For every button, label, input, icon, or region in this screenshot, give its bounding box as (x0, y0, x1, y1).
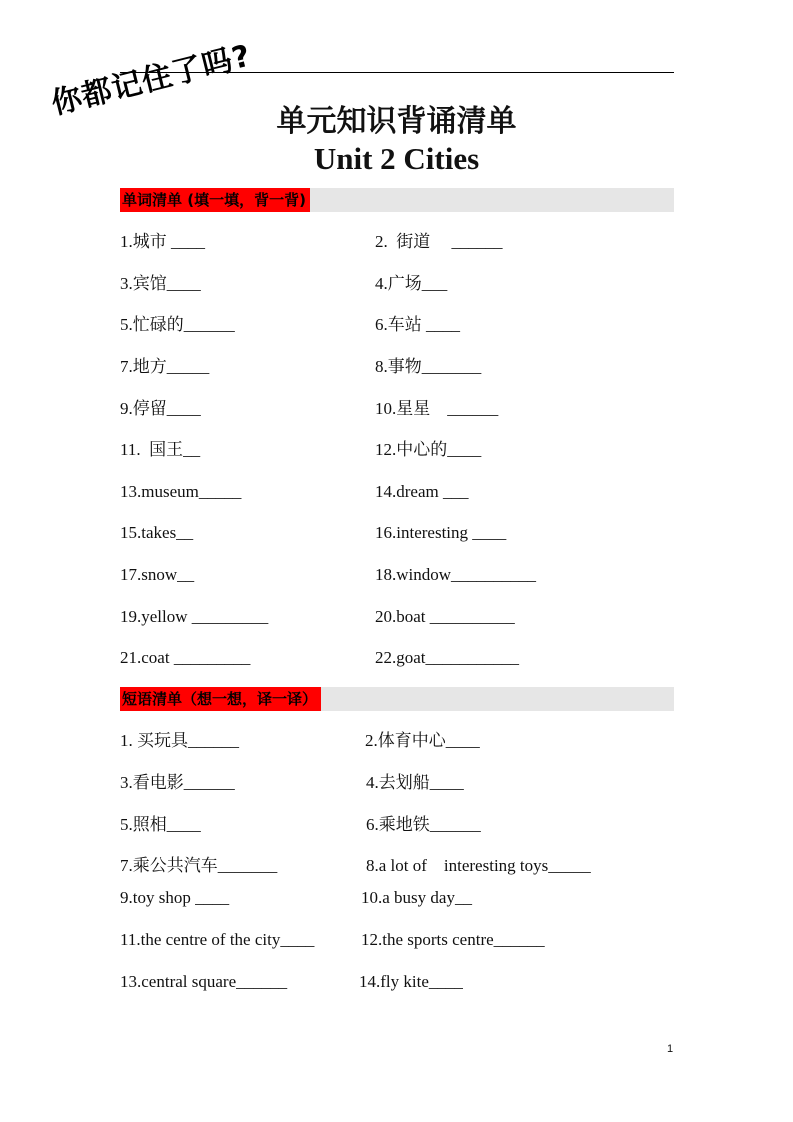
word-item: 19.yellow _________ (120, 607, 269, 626)
word-item: 22.goat___________ (375, 648, 520, 667)
word-item: 20.boat __________ (375, 607, 515, 626)
words-section-bar (120, 188, 674, 212)
words-section-label: 单词清单 (填一填，背一背) (120, 188, 310, 212)
phrase-item: 2.体育中心____ (365, 731, 480, 750)
word-item: 17.snow__ (120, 565, 195, 584)
word-item: 11. 国王__ (120, 440, 201, 459)
page-title-cn (0, 96, 793, 140)
phrase-item: 7.乘公共汽车_______ (120, 856, 278, 875)
phrase-item: 8.a lot of interesting toys_____ (366, 856, 591, 875)
word-item: 21.coat _________ (120, 648, 251, 667)
phrase-item: 4.去划船____ (366, 773, 464, 792)
phrase-item: 9.toy shop ____ (120, 888, 230, 907)
word-item: 9.停留____ (120, 399, 201, 418)
page-title-cn-text: 单元知识背诵清单 (276, 104, 517, 139)
phrase-item: 10.a busy day__ (361, 888, 472, 907)
phrases-section-bar (120, 687, 674, 711)
phrase-item: 12.the sports centre______ (361, 930, 545, 949)
stamp-text: 你都记住了吗? (47, 38, 255, 122)
word-item: 2. 街道 ______ (375, 232, 503, 251)
phrase-item: 3.看电影______ (120, 773, 235, 792)
phrase-item: 5.照相____ (120, 815, 201, 834)
page-number: 1 (667, 1043, 674, 1055)
word-item: 7.地方_____ (120, 357, 210, 376)
word-item: 3.宾馆____ (120, 274, 201, 293)
word-item: 12.中心的____ (375, 440, 482, 459)
phrase-item: 11.the centre of the city____ (120, 930, 315, 949)
word-item: 18.window__________ (375, 565, 537, 584)
word-item: 13.museum_____ (120, 482, 242, 501)
page-title-en: Unit 2 Cities (313, 141, 480, 176)
phrase-item: 6.乘地铁______ (366, 815, 481, 834)
word-item: 1.城市 ____ (120, 232, 205, 251)
word-item: 5.忙碌的______ (120, 315, 235, 334)
word-item: 10.星星 ______ (375, 399, 499, 418)
phrase-item: 14.fly kite____ (359, 972, 463, 991)
phrase-item: 1. 买玩具______ (120, 731, 239, 750)
word-item: 4.广场___ (375, 274, 448, 293)
word-item: 14.dream ___ (375, 482, 469, 501)
phrases-section-label: 短语清单（想一想，译一译） (120, 687, 321, 711)
word-item: 15.takes__ (120, 523, 194, 542)
word-item: 8.事物_______ (375, 357, 482, 376)
word-item: 16.interesting ____ (375, 523, 507, 542)
phrase-item: 13.central square______ (120, 972, 288, 991)
word-item: 6.车站 ____ (375, 315, 460, 334)
